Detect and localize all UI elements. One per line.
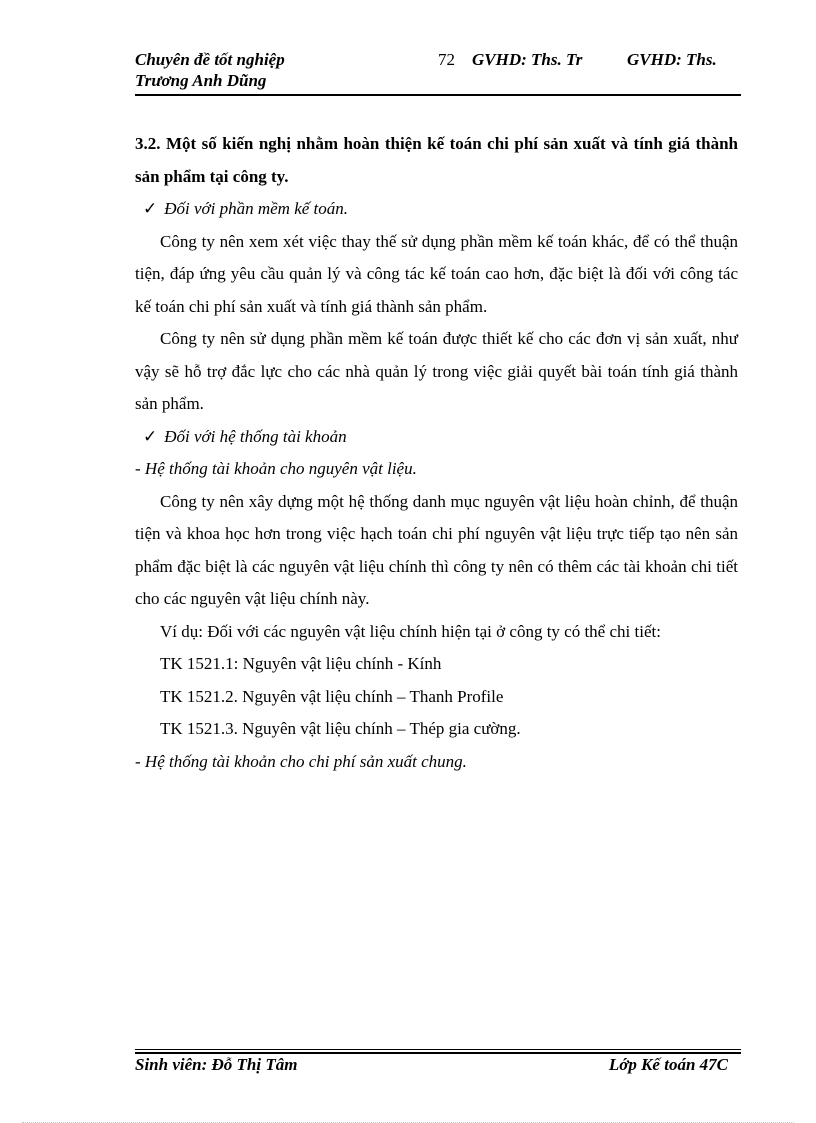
subheading-overhead: - Hệ thống tài khoản cho chi phí sản xuất chung. [135, 751, 467, 771]
check-mark-icon: ✓ [143, 199, 158, 218]
paragraph: Công ty nên sử dụng phần mềm kế toán được thiết kế cho các đơn vị sản xuất, như vậy sẽ hỗ trợ đắc lực cho các nhà quản lý trong việc giải quyết bài toán tính giá thành sản phẩm. [135, 329, 738, 413]
page-header [135, 48, 741, 96]
account-line: TK 1521.3. Nguyên vật liệu chính – Thép gia cường. [160, 719, 521, 738]
thesis-title: Chuyên đề tốt nghiệp [135, 50, 285, 69]
paragraph: Công ty nên xem xét việc thay thế sử dụng phần mềm kế toán khác, để có thể thuận tiện, đáp ứng yêu cầu quản lý và công tác kế toán cao hơn, đặc biệt là đối với công tác kế toán chi phí sản xuất và tính giá thành sản phẩm. [135, 231, 738, 316]
checklist-item-software [135, 193, 738, 226]
example-intro: Ví dụ: Đối với các nguyên vật liệu chính hiện tại ở công ty có thể chi tiết: [160, 621, 661, 641]
page-body [135, 128, 738, 778]
checklist-item-accounts [135, 421, 738, 454]
account-line: TK 1521.1: Nguyên vật liệu chính - Kính [160, 654, 442, 673]
author-name: Trương Anh Dũng [135, 71, 267, 90]
checklist-item-label: Đối với phần mềm kế toán. [164, 199, 349, 218]
footer-divider [135, 1049, 741, 1050]
checklist-item-label: Đối với hệ thống tài khoản [164, 426, 347, 446]
page-number: 72 [438, 50, 455, 69]
account-line: TK 1521.2. Nguyên vật liệu chính – Thanh Profile [160, 686, 504, 706]
class-name: Lớp Kế toán 47C [608, 1055, 728, 1074]
student-name: Sinh viên: Đỗ Thị Tâm [135, 1055, 298, 1074]
footer-divider [135, 1052, 741, 1054]
section-heading: 3.2. Một số kiến nghị nhằm hoàn thiện kế toán chi phí sản xuất và tính giá thành sản phẩm tại công ty. [135, 134, 738, 186]
check-mark-icon: ✓ [143, 426, 158, 446]
subheading-materials: - Hệ thống tài khoản cho nguyên vật liệu. [135, 459, 417, 478]
advisor-label-1: GVHD: Ths. Tr [472, 50, 583, 69]
paragraph: Công ty nên xây dựng một hệ thống danh mục nguyên vật liệu hoàn chỉnh, để thuận tiện và khoa học hơn trong việc hạch toán chi phí nguyên vật liệu trực tiếp tạo nên sản phẩm đặc biệt là các nguyên vật liệu chính thì công ty nên có thêm các tài khoản chi tiết cho các nguyên vật liệu chính này. [135, 491, 738, 608]
advisor-label-2: GVHD: Ths. [627, 50, 717, 69]
